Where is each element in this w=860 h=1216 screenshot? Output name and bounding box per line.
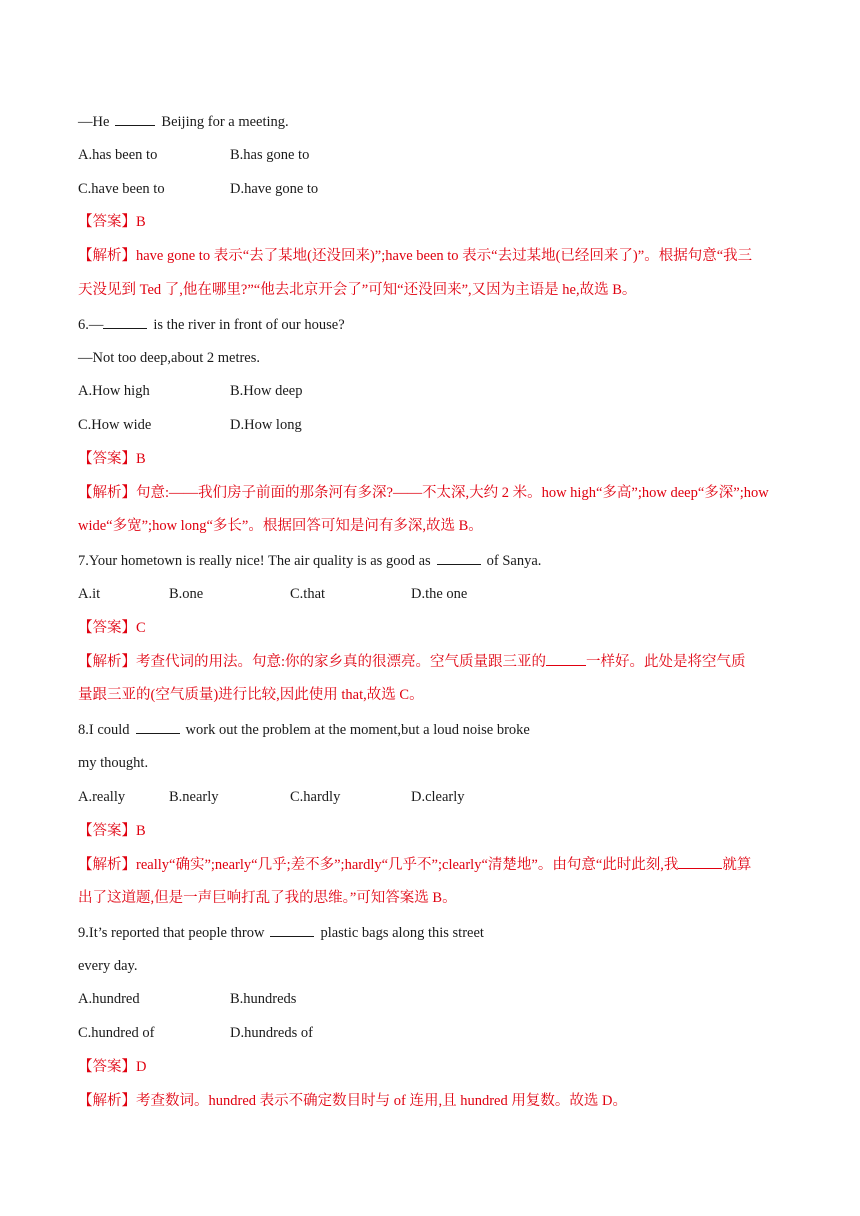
blank (136, 719, 180, 734)
blank (437, 550, 481, 565)
option-b: B.How deep (230, 383, 303, 399)
q9-answer-label: 【答案】D (78, 1059, 147, 1075)
option-a: A.really (78, 789, 126, 805)
q7-explanation-line1: 【解析】考查代词的用法。句意:你的家乡真的很漂亮。空气质量跟三亚的 一样好。此处是将空气质 (78, 651, 790, 672)
option-b: B.nearly (169, 789, 219, 805)
q7-explanation-line2: 量跟三亚的(空气质量)进行比较,因此使用 that,故选 C。 (78, 687, 424, 703)
option-b: B.one (169, 586, 204, 602)
q5-answer-line: —He Beijing for a meeting. (78, 111, 790, 132)
option-d: D.hundreds of (230, 1025, 313, 1041)
blank (546, 651, 586, 666)
option-c: C.How wide (78, 417, 152, 433)
option-a: A.How high (78, 383, 150, 399)
q5-answer-label: 【答案】B (78, 214, 146, 230)
q9-question: 9.It’s reported that people throw plastic bags along this street (78, 922, 790, 943)
q6-question: 6.— is the river in front of our house? (78, 314, 790, 335)
option-d: D.How long (230, 417, 302, 433)
q5-explanation-line2: 天没见到 Ted 了,他在哪里?”“他去北京开会了”可知“还没回来”,又因为主语是 he,故选 B。 (78, 282, 637, 298)
q8-question-cont: my thought. (78, 755, 149, 771)
option-d: D.the one (411, 586, 468, 602)
q7-question: 7.Your hometown is really nice! The air quality is as good as of Sanya. (78, 550, 790, 571)
option-b: B.hundreds (230, 991, 297, 1007)
q8-answer-label: 【答案】B (78, 823, 146, 839)
q5-explanation-line1: 【解析】have gone to 表示“去了某地(还没回来)”;have been to 表示“去过某地(已经回来了)”。根据句意“我三 (78, 248, 753, 264)
option-a: A.it (78, 586, 101, 602)
q8-explanation-line1: 【解析】really“确实”;nearly“几乎;差不多”;hardly“几乎不”;clearly“清楚地”。由句意“此时此刻,我 就算 (78, 854, 790, 875)
blank (103, 314, 147, 329)
q6-answer-label: 【答案】B (78, 451, 146, 467)
blank (270, 922, 314, 937)
option-c: C.hardly (290, 789, 341, 805)
q6-explanation-line1: 【解析】句意:——我们房子前面的那条河有多深?——不太深,大约 2 米。how high“多高”;how deep“多深”;how (78, 485, 769, 501)
option-d: D.clearly (411, 789, 465, 805)
blank (678, 854, 722, 869)
option-c: C.that (290, 586, 326, 602)
option-a: A.hundred (78, 991, 140, 1007)
q6-explanation-line2: wide“多宽”;how long“多长”。根据回答可知是问有多深,故选 B。 (78, 518, 483, 534)
q7-answer-label: 【答案】C (78, 620, 146, 636)
option-c: C.have been to (78, 181, 165, 197)
q6-reply: —Not too deep,about 2 metres. (78, 350, 261, 366)
option-c: C.hundred of (78, 1025, 155, 1041)
q9-question-cont: every day. (78, 958, 138, 974)
option-b: B.has gone to (230, 147, 310, 163)
q9-explanation-line1: 【解析】考查数词。hundred 表示不确定数目时与 of 连用,且 hundred 用复数。故选 D。 (78, 1093, 627, 1109)
q8-question: 8.I could work out the problem at the moment,but a loud noise broke (78, 719, 790, 740)
option-a: A.has been to (78, 147, 158, 163)
q8-explanation-line2: 出了这道题,但是一声巨响打乱了我的思维。”可知答案选 B。 (78, 890, 457, 906)
blank (115, 111, 155, 126)
option-d: D.have gone to (230, 181, 319, 197)
